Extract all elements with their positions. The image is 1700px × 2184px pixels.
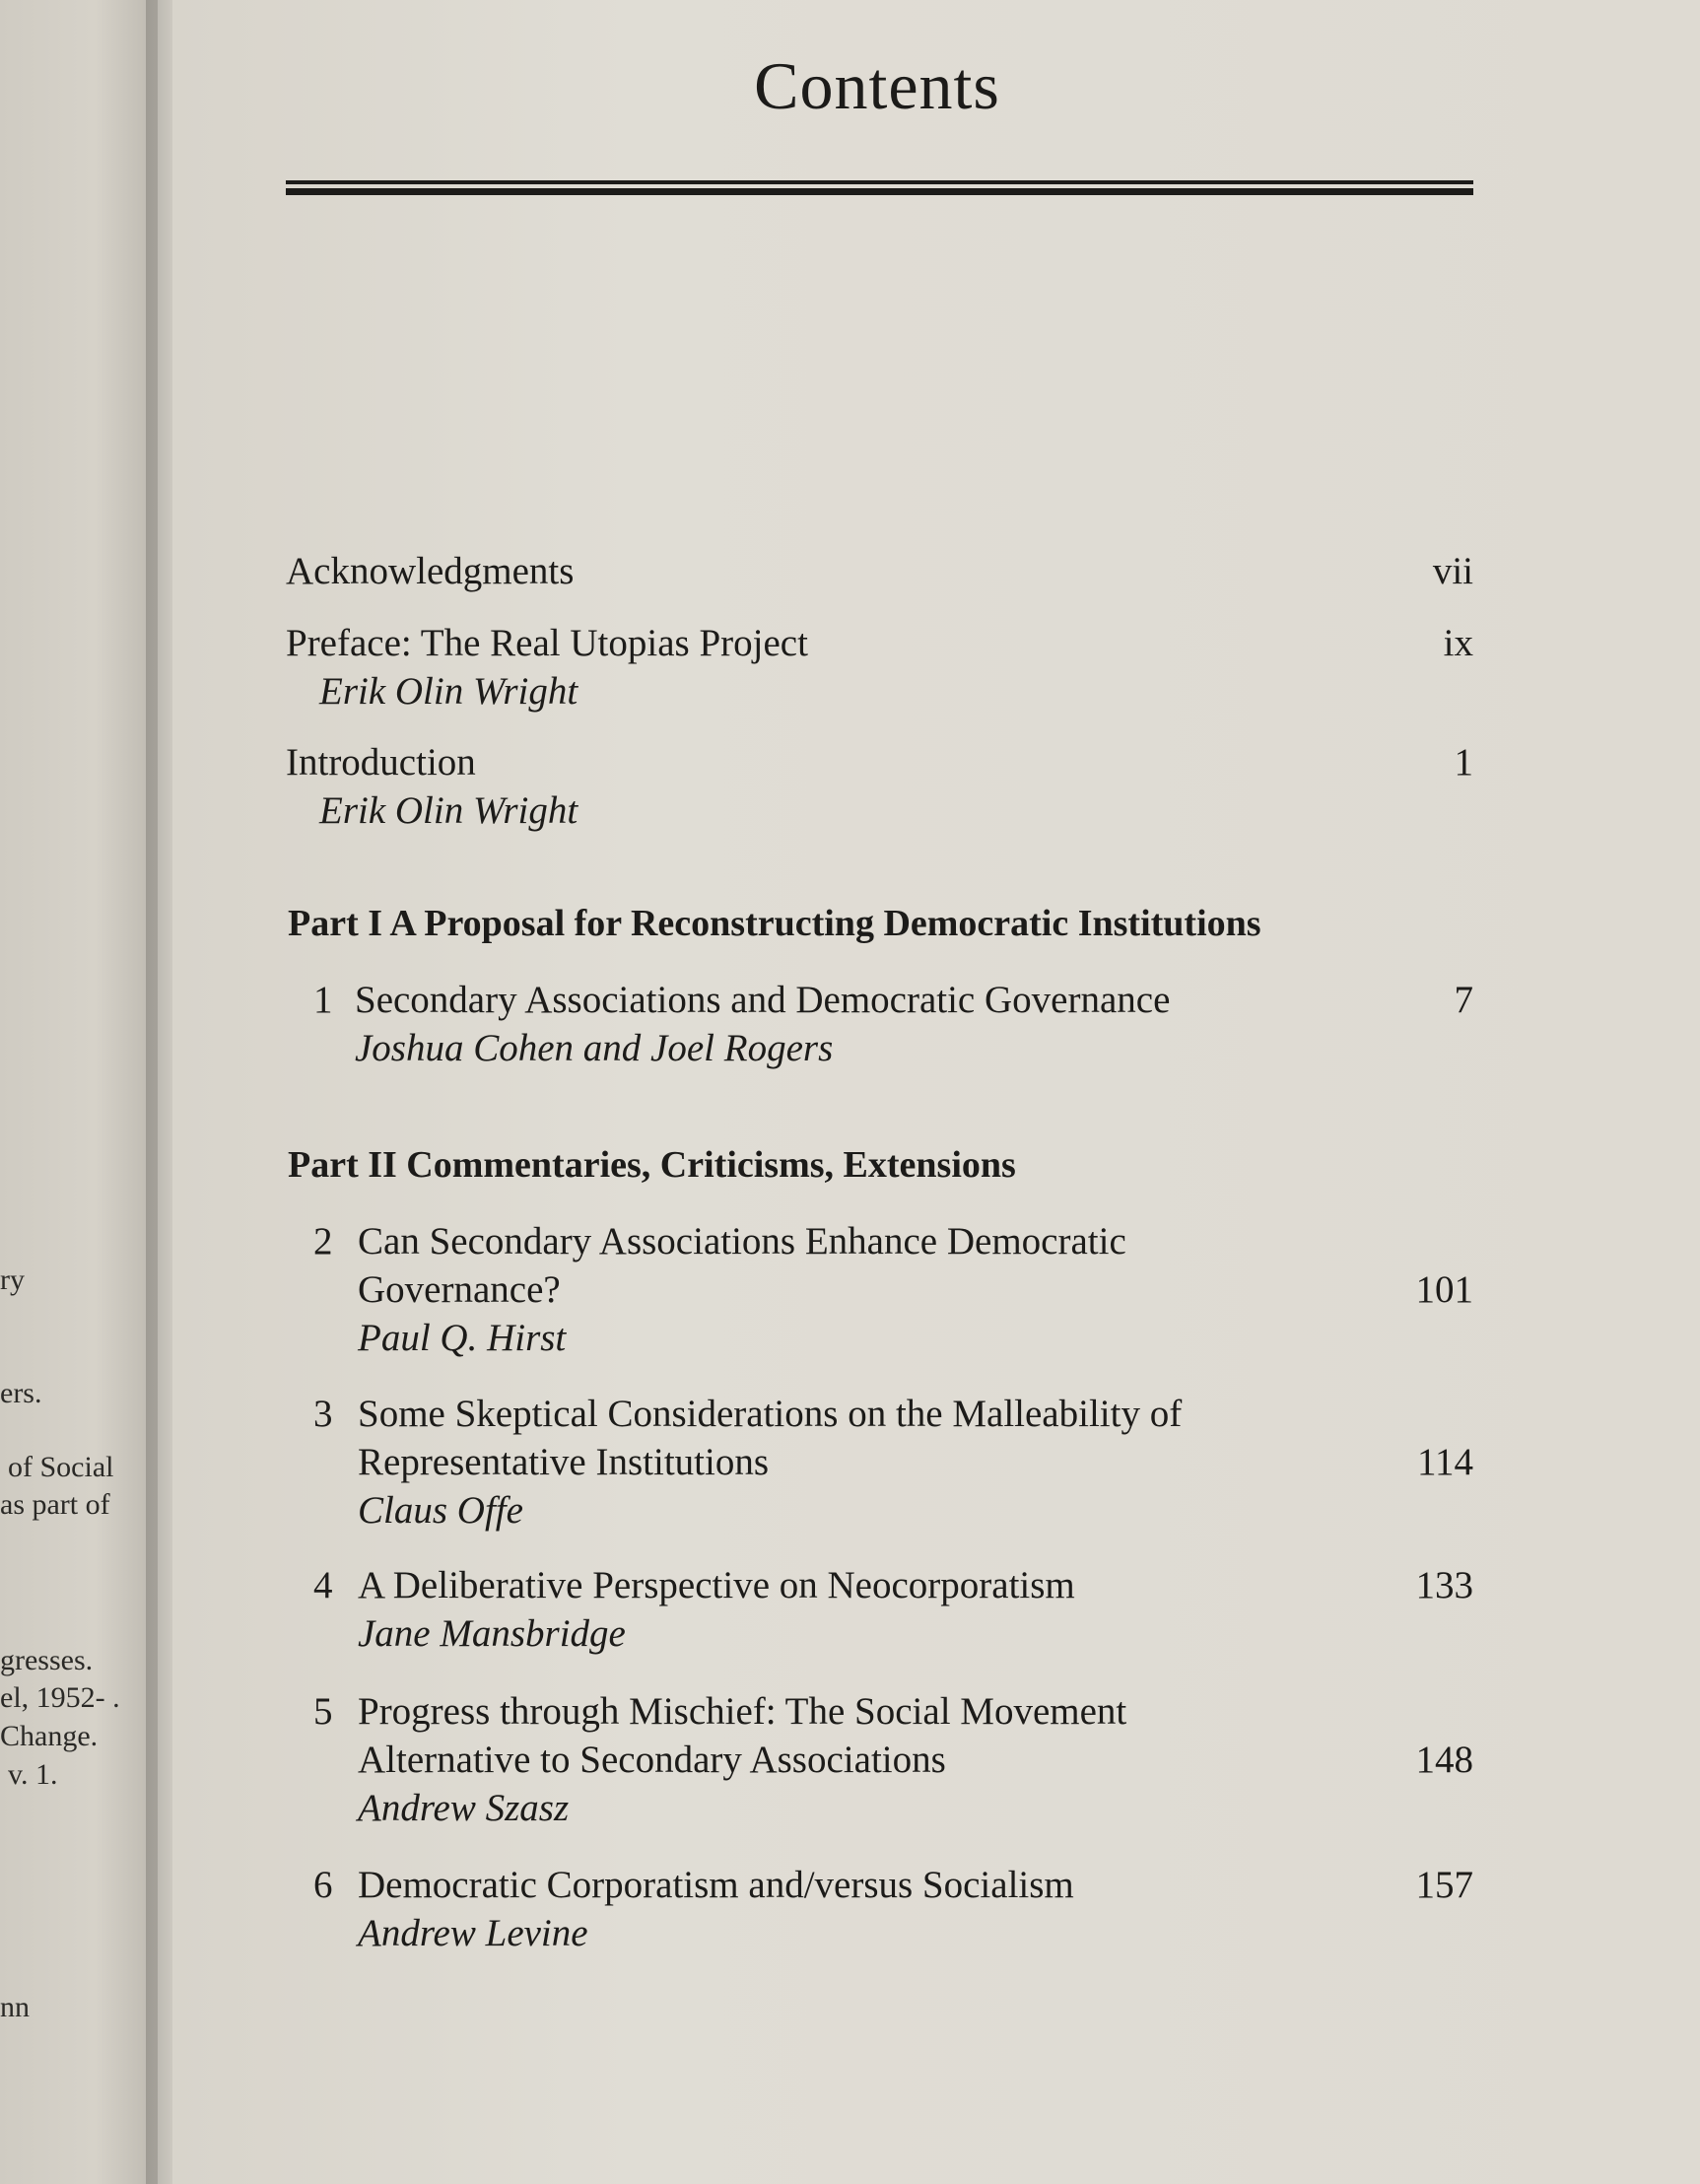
page-number: 101	[1415, 1268, 1473, 1311]
chapter-number: 2	[313, 1220, 333, 1263]
part-heading: Part I A Proposal for Reconstructing Democratic Institutions	[288, 903, 1261, 944]
entry-title: A Deliberative Perspective on Neocorporatism	[358, 1564, 1075, 1606]
chapter-number: 6	[313, 1864, 333, 1906]
entry-title: Governance?	[358, 1268, 561, 1311]
chapter-number: 4	[313, 1564, 333, 1606]
page-number: ix	[1443, 622, 1473, 664]
entry-title: Representative Institutions	[358, 1441, 770, 1483]
page-number: 1	[1454, 741, 1473, 784]
chapter-number: 5	[313, 1690, 333, 1733]
entry-title: Secondary Associations and Democratic Governance	[355, 979, 1171, 1021]
page-number: vii	[1432, 550, 1473, 592]
entry-author: Erik Olin Wright	[319, 670, 578, 713]
entry-title: Acknowledgments	[286, 550, 575, 592]
chapter-number: 3	[313, 1393, 333, 1435]
page-number: 148	[1415, 1739, 1473, 1781]
entry-title: Some Skeptical Considerations on the Malleability of	[358, 1393, 1183, 1435]
facing-page-text: el, 1952- .	[0, 1681, 120, 1714]
entry-title: Progress through Mischief: The Social Movement	[358, 1690, 1127, 1733]
page-title: Contents	[754, 48, 1000, 123]
contents-page	[172, 0, 1700, 2184]
entry-title: Can Secondary Associations Enhance Democratic	[358, 1220, 1126, 1263]
page-number: 157	[1415, 1864, 1473, 1906]
part-heading: Part II Commentaries, Criticisms, Extensions	[288, 1144, 1016, 1186]
facing-page-text: v. 1.	[8, 1758, 58, 1791]
page-number: 114	[1416, 1441, 1473, 1483]
entry-author: Jane Mansbridge	[358, 1612, 626, 1655]
entry-author: Claus Offe	[358, 1489, 523, 1532]
facing-page-text: ers.	[0, 1377, 42, 1409]
entry-author: Andrew Szasz	[358, 1787, 570, 1829]
entry-author: Erik Olin Wright	[319, 789, 578, 832]
entry-title: Alternative to Secondary Associations	[358, 1739, 946, 1781]
page-number: 133	[1415, 1564, 1473, 1606]
facing-page-text: Change.	[0, 1720, 99, 1752]
entry-author: Paul Q. Hirst	[358, 1317, 567, 1359]
entry-title: Democratic Corporatism and/versus Socialism	[358, 1864, 1074, 1906]
facing-page-text: ry	[0, 1263, 25, 1296]
entry-author: Joshua Cohen and Joel Rogers	[355, 1027, 834, 1069]
chapter-number: 1	[313, 979, 333, 1021]
facing-page-text: as part of	[0, 1488, 110, 1521]
title-rule	[286, 180, 1473, 184]
facing-page-text: of Social	[8, 1451, 114, 1483]
facing-page-text: nn	[0, 1991, 30, 2023]
page-number: 7	[1454, 979, 1473, 1021]
title-rule	[286, 188, 1473, 195]
entry-title: Preface: The Real Utopias Project	[286, 622, 808, 664]
facing-page	[0, 0, 158, 2184]
facing-page-text: gresses.	[0, 1644, 94, 1676]
entry-title: Introduction	[286, 741, 476, 784]
entry-author: Andrew Levine	[358, 1912, 588, 1954]
